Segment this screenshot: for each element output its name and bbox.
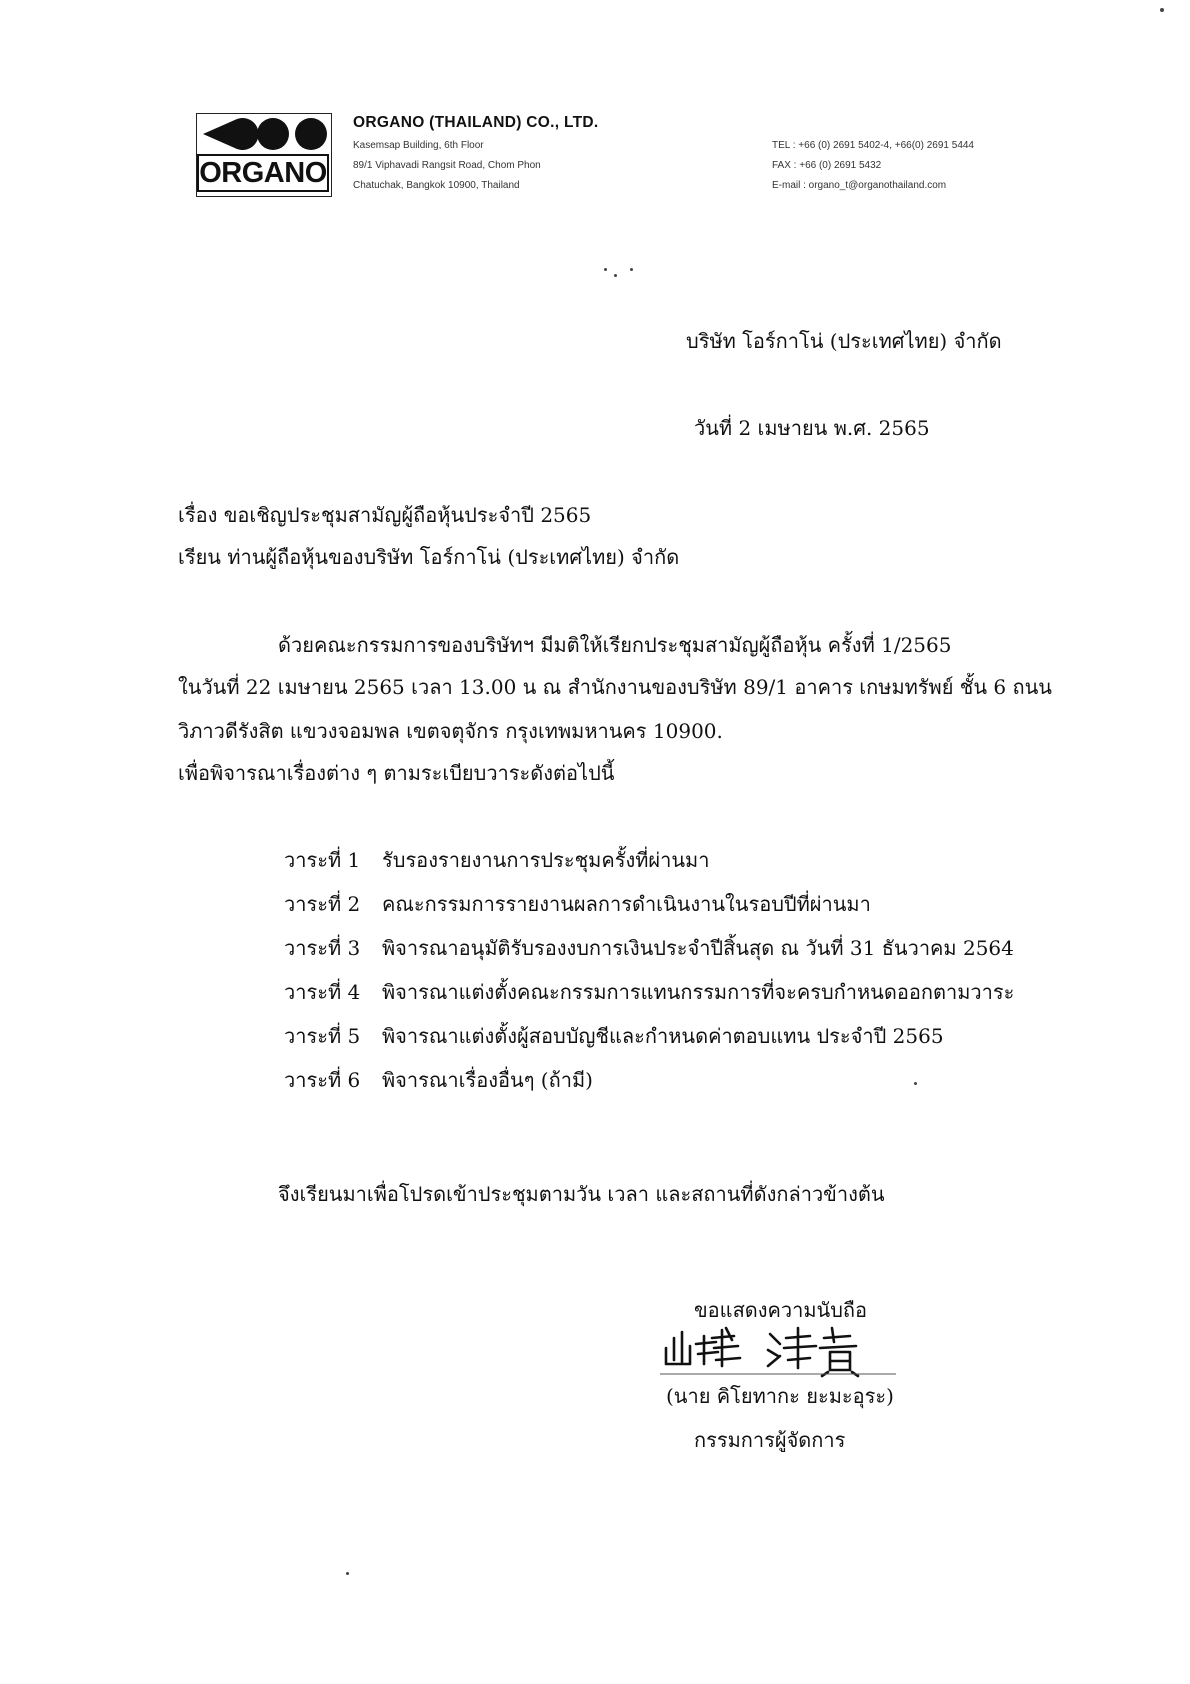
body-line: เพื่อพิจารณาเรื่องต่าง ๆ ตามระเบียบวาระดังต่อไปนี้: [178, 761, 615, 785]
scan-speck: [604, 268, 607, 271]
agenda-number: วาระที่ 2: [284, 892, 361, 916]
organo-logo: [196, 113, 332, 197]
agenda-item: รับรองรายงานการประชุมครั้งที่ผ่านมา: [382, 848, 710, 872]
agenda-item: พิจารณาเรื่องอื่นๆ (ถ้ามี): [382, 1068, 593, 1092]
company-block: [353, 114, 598, 196]
email-line: E-mail : organo_t@organothailand.com: [772, 180, 947, 191]
agenda-number: วาระที่ 1: [284, 848, 361, 872]
agenda-number: วาระที่ 6: [284, 1068, 361, 1092]
sender-name: บริษัท โอร์กาโน่ (ประเทศไทย) จำกัด: [686, 329, 1002, 353]
company-name: ORGANO (THAILAND) CO., LTD.: [353, 114, 599, 131]
body-line: วิภาวดีรังสิต แขวงจอมพล เขตจตุจักร กรุงเทพมหานคร 10900.: [178, 719, 723, 743]
address-line: Chatuchak, Bangkok 10900, Thailand: [353, 180, 520, 191]
handwritten-signature: [660, 1320, 896, 1378]
signatory-name: (นาย คิโยทากะ ยะมะอุระ): [666, 1384, 894, 1408]
agenda-item: พิจารณาแต่งตั้งคณะกรรมการแทนกรรมการที่จะครบกำหนดออกตามวาระ: [382, 980, 1015, 1004]
agenda-number: วาระที่ 5: [284, 1024, 361, 1048]
fax-line: FAX : +66 (0) 2691 5432: [772, 160, 882, 171]
agenda-item: พิจารณาอนุมัติรับรองงบการเงินประจำปีสิ้นสุด ณ วันที่ 31 ธันวาคม 2564: [382, 936, 1014, 960]
regards: ขอแสดงความนับถือ: [694, 1298, 868, 1322]
agenda-item: พิจารณาแต่งตั้งผู้สอบบัญชีและกำหนดค่าตอบแทน ประจำปี 2565: [382, 1024, 944, 1048]
signatory-title: กรรมการผู้จัดการ: [694, 1428, 846, 1452]
agenda-number: วาระที่ 3: [284, 936, 361, 960]
agenda-number: วาระที่ 4: [284, 980, 361, 1004]
scan-speck: [346, 1572, 349, 1575]
letter-subject: เรื่อง ขอเชิญประชุมสามัญผู้ถือหุ้นประจำปี 2565: [178, 503, 592, 527]
scan-speck: [1160, 8, 1164, 12]
logo-dots-icon: [197, 114, 331, 154]
letter-date: วันที่ 2 เมษายน พ.ศ. 2565: [694, 416, 930, 440]
scan-speck: [630, 268, 633, 271]
address-line: Kasemsap Building, 6th Floor: [353, 140, 484, 151]
closing-line: จึงเรียนมาเพื่อโปรดเข้าประชุมตามวัน เวลา และสถานที่ดังกล่าวข้างต้น: [278, 1182, 885, 1206]
scan-speck: [914, 1082, 917, 1085]
phone-line: TEL : +66 (0) 2691 5402-4, +66(0) 2691 5444: [772, 140, 974, 151]
logo-wordmark: ORGANO: [197, 154, 329, 192]
scan-speck: [614, 274, 617, 277]
body-line: ด้วยคณะกรรมการของบริษัทฯ มีมติให้เรียกประชุมสามัญผู้ถือหุ้น ครั้งที่ 1/2565: [278, 633, 952, 657]
letter-recipient: เรียน ท่านผู้ถือหุ้นของบริษัท โอร์กาโน่ (ประเทศไทย) จำกัด: [178, 545, 680, 569]
agenda-item: คณะกรรมการรายงานผลการดำเนินงานในรอบปีที่ผ่านมา: [382, 892, 871, 916]
body-line: ในวันที่ 22 เมษายน 2565 เวลา 13.00 น ณ สำนักงานของบริษัท 89/1 อาคาร เกษมทรัพย์ ชั้น 6 ถนน: [178, 675, 1052, 699]
contact-block: [772, 136, 974, 196]
address-line: 89/1 Viphavadi Rangsit Road, Chom Phon: [353, 160, 541, 171]
